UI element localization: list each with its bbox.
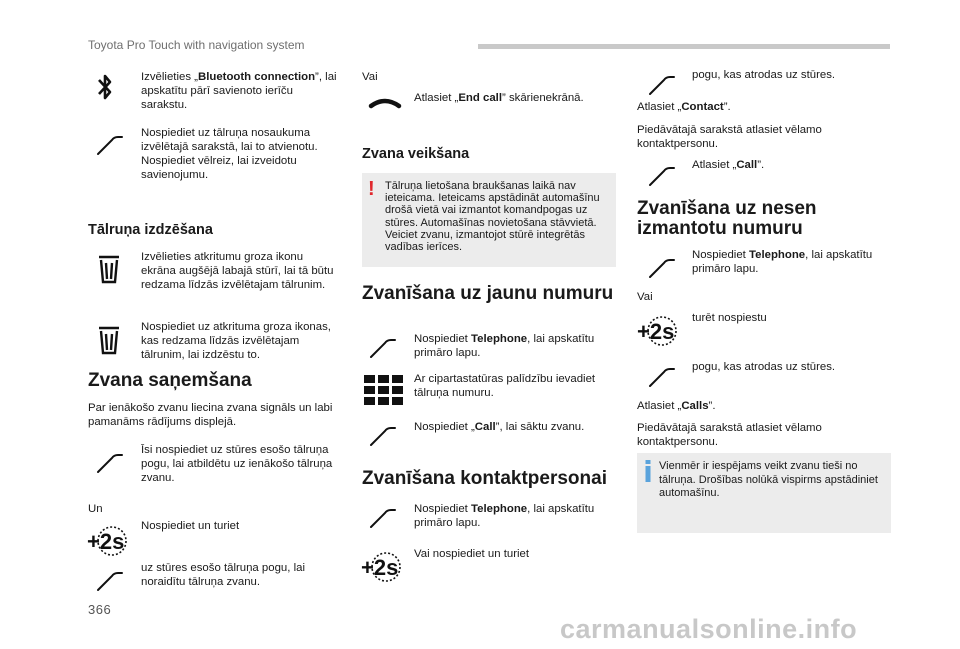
trash-select-instruction: Izvēlieties atkritumu groza ikonu ekrāna augšējā labajā stūrī, lai tā būtu redzama līdzās izvēlētajam tālrunim.	[141, 251, 334, 291]
new-number-heading: Zvanīšana uz jaunu numuru	[362, 283, 614, 304]
receive-call-heading: Zvana saņemšana	[88, 370, 252, 391]
page-number: 366	[88, 602, 112, 617]
svg-text:+2s: +2s	[361, 555, 399, 580]
select-contact-instruction: Atlasiet „Contact”.	[637, 101, 731, 113]
tap-icon	[96, 570, 124, 597]
answer-instruction: Īsi nospiediet uz stūres esošo tālruņa pogu, lai atbildētu uz ienākošo tālruņa zvanu.	[141, 444, 333, 484]
tap-icon	[648, 74, 676, 101]
trash-icon	[97, 325, 121, 360]
hold-pressed-text: turēt nospiestu	[692, 312, 767, 324]
tap-icon	[96, 452, 124, 479]
hold-2s-icon	[636, 314, 680, 353]
watermark: carmanualsonline.info	[560, 614, 858, 644]
tap-icon	[648, 257, 676, 284]
or-press-hold-text: Vai nospiediet un turiet	[414, 548, 530, 560]
hold-2s-icon	[86, 524, 130, 563]
tap-icon	[96, 134, 124, 161]
end-call-icon	[368, 96, 402, 115]
info-text: Vienmēr ir iespējams veikt zvanu tieši no tālruņa. Drošības nolūkā vispirms apstādiniet automašīnu.	[659, 460, 878, 499]
hold-2s-icon	[360, 550, 404, 589]
telephone-instruction-3: Nospiediet Telephone, lai apskatītu primāro lapu.	[692, 249, 873, 275]
keypad-icon	[364, 375, 404, 410]
bluetooth-icon	[97, 72, 113, 107]
recent-number-heading: Zvanīšana uz nesen izmantotu numuru	[637, 198, 817, 239]
tap-icon	[648, 165, 676, 192]
info-icon	[645, 460, 650, 482]
tap-icon	[369, 337, 397, 364]
svg-text:+2s: +2s	[87, 529, 125, 554]
trash-press-instruction: Nospiediet uz atkrituma groza ikonas, kas redzama līdzās izvēlētajam tālrunim, lai izdzēstu to.	[141, 321, 331, 361]
call-instruction: Nospiediet „Call”, lai sāktu zvanu.	[414, 421, 585, 433]
tap-icon	[369, 425, 397, 452]
warning-icon: !	[368, 178, 375, 200]
select-call-instruction: Atlasiet „Call”.	[692, 159, 765, 171]
or-label: Vai	[362, 71, 378, 83]
making-call-heading: Zvana veikšana	[362, 146, 470, 162]
receive-call-text: Par ienākošo zvanu liecina zvana signāls un labi pamanāms rādījums displejā.	[88, 402, 333, 428]
tap-icon	[648, 366, 676, 393]
select-from-list-text: Piedāvātajā sarakstā atlasiet vēlamo kontaktpersonu.	[637, 124, 822, 150]
steering-button-text-2: pogu, kas atrodas uz stūres.	[692, 361, 836, 373]
header-rule	[478, 44, 890, 49]
press-and-hold-text: Nospiediet un turiet	[141, 520, 240, 532]
reject-instruction: uz stūres esošo tālruņa pogu, lai noraidītu tālruņa zvanu.	[141, 562, 305, 588]
svg-text:+2s: +2s	[637, 319, 675, 344]
warning-text: Tālruņa lietošana braukšanas laikā nav ieteicama. Ieteicams apstādināt automašīnu drošā vietā vai izmantot komandpogas uz stūres. Automašīnas novietošana stāvvietā. Veiciet zvanu, izmantojot stūrē integrētās vadības ierīces.	[385, 180, 600, 254]
contact-call-heading: Zvanīšana kontaktpersonai	[362, 468, 607, 489]
keypad-instruction: Ar cipartastatūras palīdzību ievadiet tālruņa numuru.	[414, 373, 596, 399]
trash-icon	[97, 254, 121, 289]
end-call-instruction: Atlasiet „End call” skārienekrānā.	[414, 92, 584, 104]
tap-phone-name-instruction: Nospiediet uz tālruņa nosaukuma izvēlētajā sarakstā, lai to atvienotu. Nospiediet vēlreiz, lai izveidotu savienojumu.	[141, 127, 318, 181]
tap-icon	[369, 507, 397, 534]
bluetooth-instruction: Izvēlieties „Bluetooth connection”, lai apskatītu pārī savienoto ierīču sarakstu.	[141, 71, 337, 111]
delete-phone-heading: Tālruņa izdzēšana	[88, 222, 213, 238]
and-label: Un	[88, 503, 103, 515]
telephone-instruction-2: Nospiediet Telephone, lai apskatītu primāro lapu.	[414, 503, 595, 529]
telephone-instruction: Nospiediet Telephone, lai apskatītu primāro lapu.	[414, 333, 595, 359]
select-calls-instruction: Atlasiet „Calls”.	[637, 400, 716, 412]
select-from-list-text-2: Piedāvātajā sarakstā atlasiet vēlamo kontaktpersonu.	[637, 422, 822, 448]
or-label-2: Vai	[637, 291, 653, 303]
steering-button-text: pogu, kas atrodas uz stūres.	[692, 69, 836, 81]
running-header: Toyota Pro Touch with navigation system	[88, 38, 305, 52]
